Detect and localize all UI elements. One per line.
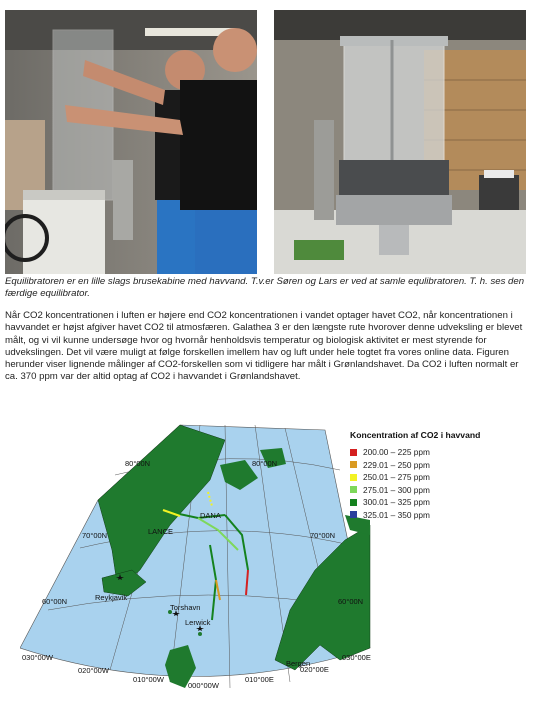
co2-map-figure bbox=[20, 420, 380, 695]
photo-assembling-equilibrator-image bbox=[5, 10, 257, 274]
label-dana: DANA bbox=[200, 511, 221, 520]
lat-label: 70°00N bbox=[82, 531, 108, 540]
legend-label: 250.01 – 275 ppm bbox=[363, 472, 430, 483]
legend-item bbox=[350, 509, 530, 522]
lon-label: 000°00W bbox=[188, 681, 219, 690]
legend-swatch bbox=[350, 486, 357, 493]
legend-label: 300.01 – 325 ppm bbox=[363, 497, 430, 508]
lat-label: 70°00N bbox=[310, 531, 336, 540]
lat-label: 60°00N bbox=[42, 597, 68, 606]
body-paragraph: Når CO2 koncentrationen i luften er højere end CO2 koncentrationen i vandet optager havet CO2, når koncentrationen i havvandet er højst afgiver havet CO2 til atmosfæren. Galathea 3 er den længste rute hvorover denne udveksling er blevet målt, og vi vil kunne undersøge hvor og hvornår henholdsvis temperatur og biologisk aktivitet er mest styrende for udvekslingen. Det vil være muligt at følge forskellen imellem hav og luft under hele togtet fra vores online data. Figuren herunder viser lignende målinger af CO2-forskellen som vi tidligere har målt i Grønlandshavet. Da CO2 i luften normalt er ca. 370 ppm var der altid optag af CO2 i havvandet i Grønlandshavet. bbox=[5, 310, 523, 383]
legend-label: 229.01 – 250 ppm bbox=[363, 459, 430, 470]
legend-label: 200.00 – 225 ppm bbox=[363, 447, 430, 458]
co2-map bbox=[20, 420, 380, 695]
lon-label: 010°00E bbox=[245, 675, 274, 684]
label-torshavn: Torshavn bbox=[170, 603, 201, 612]
co2-legend bbox=[350, 430, 530, 521]
label-reykjavik: Reykjavik bbox=[95, 593, 128, 602]
legend-swatch bbox=[350, 449, 357, 456]
lat-label: 80°00N bbox=[252, 459, 278, 468]
photo-finished-equilibrator-image bbox=[274, 10, 526, 274]
photo-assembling-equilibrator bbox=[5, 10, 257, 274]
lat-label: 80°00N bbox=[125, 459, 151, 468]
lon-label: 020°00E bbox=[300, 665, 329, 674]
legend-item bbox=[350, 484, 530, 497]
label-lerwick: Lerwick bbox=[185, 618, 211, 627]
legend-swatch bbox=[350, 461, 357, 468]
lat-label: 60°00N bbox=[338, 597, 364, 606]
legend-swatch bbox=[350, 499, 357, 506]
label-bergen: Bergen bbox=[286, 659, 311, 668]
label-lance: LANCE bbox=[148, 527, 174, 536]
lon-label: 030°00W bbox=[22, 653, 53, 662]
legend-items bbox=[350, 446, 530, 521]
lon-label: 020°00W bbox=[78, 666, 109, 675]
legend-label: 275.01 – 300 ppm bbox=[363, 484, 430, 495]
legend-item bbox=[350, 496, 530, 509]
legend-item bbox=[350, 446, 530, 459]
legend-item bbox=[350, 471, 530, 484]
legend-swatch bbox=[350, 474, 357, 481]
legend-label: 325.01 – 350 ppm bbox=[363, 509, 430, 520]
photo-finished-equilibrator bbox=[274, 10, 526, 274]
legend-title: Koncentration af CO2 i havvand bbox=[350, 430, 481, 440]
lon-label: 010°00W bbox=[133, 675, 164, 684]
legend-item bbox=[350, 459, 530, 472]
lon-label: 030°00E bbox=[342, 653, 371, 662]
legend-swatch bbox=[350, 511, 357, 518]
photo-caption: Equilibratoren er en lille slags brusekabine med havvand. T.v.er Søren og Lars er ved at samle equlibratoren. T. h. ses den færdige equilibrator. bbox=[5, 276, 525, 299]
